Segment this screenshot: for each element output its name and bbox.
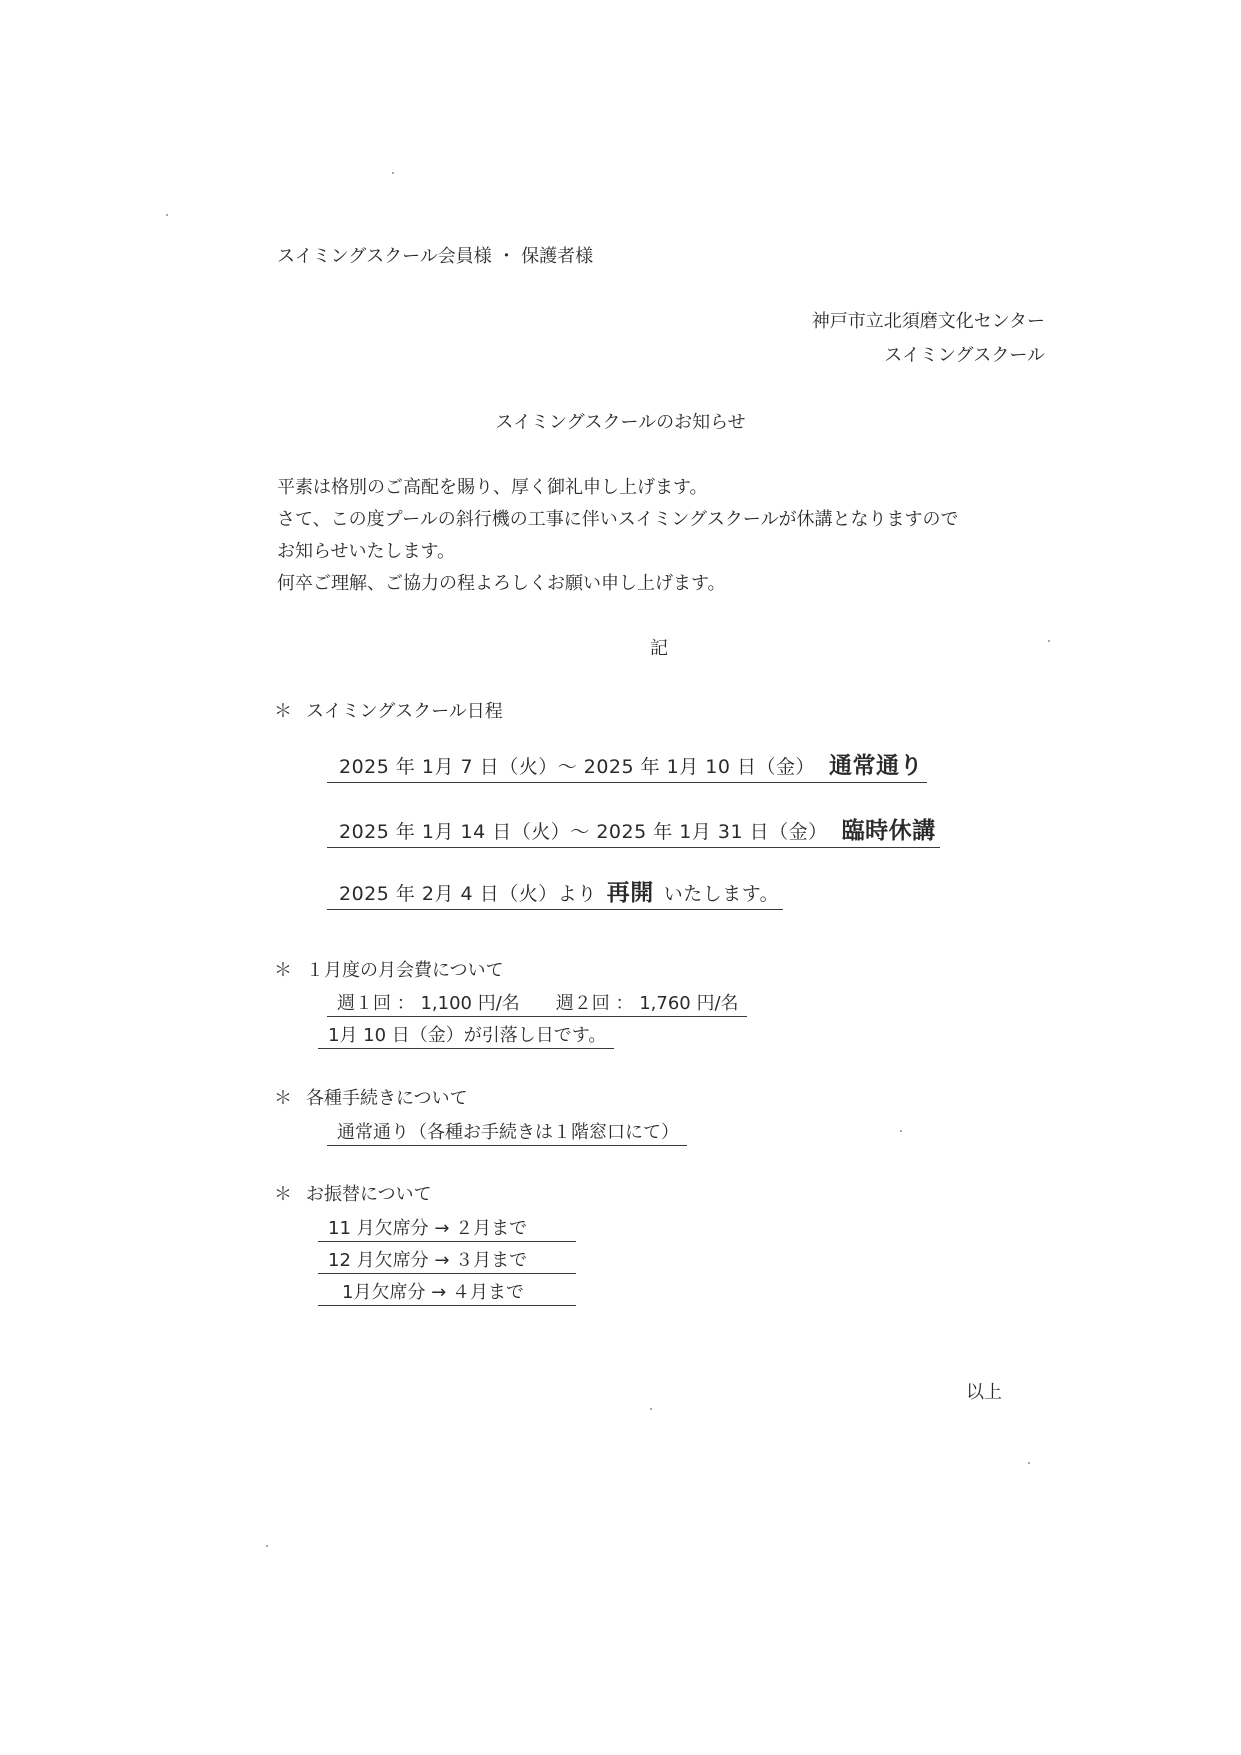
body-line-4: 何卒ご理解、ご協力の程よろしくお願い申し上げます。 [277, 573, 726, 594]
schedule-line-dates: 2025 年 2月 4 日（火）より [339, 883, 597, 905]
scan-speck [900, 1130, 902, 1132]
procedures-heading-text: 各種手続きについて [306, 1088, 468, 1109]
scan-speck [650, 1408, 652, 1410]
furikae-line-jan: 1月欠席分 → ４月まで [318, 1278, 576, 1306]
schedule-line-dates: 2025 年 1月 14 日（火）～ 2025 年 1月 31 日（金） [339, 821, 828, 843]
body-line-1: 平素は格別のご高配を賜り、厚く御礼申し上げます。 [277, 477, 708, 498]
sender-organization: 神戸市立北須磨文化センター [811, 311, 1045, 332]
asterisk-icon: ＊ [274, 701, 292, 722]
closing-ijo: 以上 [966, 1382, 1002, 1403]
fee-debit-date: 1月 10 日（金）が引落し日です。 [318, 1021, 614, 1049]
schedule-status-closed: 臨時休講 [841, 818, 936, 844]
asterisk-icon: ＊ [274, 960, 292, 981]
body-line-3: お知らせいたします。 [277, 541, 456, 562]
body-line-2: さて、この度プールの斜行機の工事に伴いスイミングスクールが休講となりますので [277, 509, 959, 530]
schedule-line-regular [327, 747, 927, 783]
fee-amounts: 週１回 ： 1,100 円/名 週２回 ： 1,760 円/名 [327, 989, 747, 1017]
scan-speck [392, 172, 394, 174]
ki-marker: 記 [650, 638, 668, 659]
furikae-heading [274, 1180, 432, 1206]
schedule-line-closed [327, 812, 940, 848]
schedule-heading-text: スイミングスクール日程 [306, 701, 503, 722]
scan-speck [1048, 640, 1050, 642]
schedule-line-dates: 2025 年 1月 7 日（火）～ 2025 年 1月 10 日（金） [339, 756, 816, 778]
furikae-heading-text: お振替について [306, 1184, 432, 1205]
schedule-status-reopen: 再開 [606, 880, 654, 906]
schedule-heading [274, 697, 503, 723]
scan-speck [166, 214, 168, 216]
schedule-line-tail: いたします。 [663, 883, 780, 905]
procedures-heading [274, 1084, 468, 1110]
schedule-status-regular: 通常通り [829, 753, 924, 779]
furikae-line-nov: 11 月欠席分 → ２月まで [318, 1214, 576, 1242]
document-title: スイミングスクールのお知らせ [495, 412, 746, 433]
asterisk-icon: ＊ [274, 1088, 292, 1109]
sender-department: スイミングスクール [884, 345, 1045, 366]
addressee: スイミングスクール会員様 ・ 保護者様 [277, 246, 594, 267]
asterisk-icon: ＊ [274, 1184, 292, 1205]
schedule-line-reopen [327, 874, 783, 910]
fee-heading [274, 956, 504, 982]
procedures-note: 通常通り（各種お手続きは１階窓口にて） [327, 1118, 687, 1146]
scan-speck [266, 1545, 268, 1547]
fee-heading-text: １月度の月会費について [306, 960, 504, 981]
scan-speck [1028, 1462, 1030, 1464]
furikae-line-dec: 12 月欠席分 → ３月まで [318, 1246, 576, 1274]
